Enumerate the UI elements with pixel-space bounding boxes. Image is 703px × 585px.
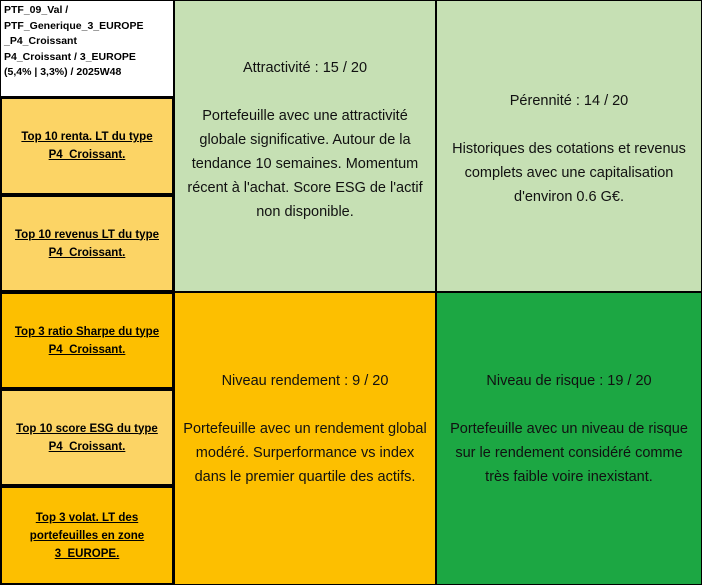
sidebar-link-label[interactable]: Top 10 score ESG du type P4_Croissant. bbox=[16, 422, 158, 453]
header-line: PTF_09_Val / bbox=[4, 4, 69, 16]
sidebar-link-label[interactable]: Top 10 revenus LT du type P4_Croissant. bbox=[15, 228, 159, 259]
sidebar-item-top3-sharpe[interactable] bbox=[0, 292, 174, 389]
rendement-description: Portefeuille avec un rendement global modéré. Surperformance vs index dans le premier quartile des actifs. bbox=[183, 421, 427, 485]
perennite-description: Historiques des cotations et revenus complets avec une capitalisation d'environ 0.6 G€. bbox=[452, 141, 686, 205]
portfolio-header bbox=[0, 0, 174, 97]
risque-description: Portefeuille avec un niveau de risque sur le rendement considéré comme très faible voire inexistant. bbox=[450, 421, 688, 485]
header-line: _P4_Croissant bbox=[4, 35, 77, 47]
sidebar-link-label[interactable]: Top 3 volat. LT des portefeuilles en zone 3_EUROPE. bbox=[29, 511, 145, 560]
perennite-panel bbox=[436, 0, 702, 292]
perennite-title: Pérennité : 14 / 20 bbox=[509, 93, 629, 109]
header-line: P4_Croissant / 3_EUROPE bbox=[4, 50, 136, 63]
sidebar-item-top10-renta[interactable] bbox=[0, 97, 174, 195]
rendement-title: Niveau rendement : 9 / 20 bbox=[221, 373, 389, 389]
sidebar-item-top10-revenus[interactable] bbox=[0, 195, 174, 292]
attractivite-description: Portefeuille avec une attractivité globale significative. Autour de la tendance 10 semaines. Momentum récent à l'achat. Score ESG de l'actif non disponible. bbox=[187, 108, 423, 220]
risque-panel bbox=[436, 292, 702, 585]
sidebar-item-top3-volat[interactable] bbox=[0, 486, 174, 585]
attractivite-title: Attractivité : 15 / 20 bbox=[242, 60, 368, 76]
header-line: PTF_Generique_3_EUROPE bbox=[4, 19, 144, 32]
risque-title: Niveau de risque : 19 / 20 bbox=[486, 373, 652, 389]
sidebar-link-label[interactable]: Top 3 ratio Sharpe du type P4_Croissant. bbox=[14, 325, 160, 356]
rendement-panel bbox=[174, 292, 436, 585]
sidebar-item-top10-esg[interactable] bbox=[0, 389, 174, 486]
attractivite-panel bbox=[174, 0, 436, 292]
header-line: (5,4% | 3,3%) / 2025W48 bbox=[4, 66, 122, 78]
sidebar-link-label[interactable]: Top 10 renta. LT du type P4_Croissant. bbox=[21, 131, 153, 161]
